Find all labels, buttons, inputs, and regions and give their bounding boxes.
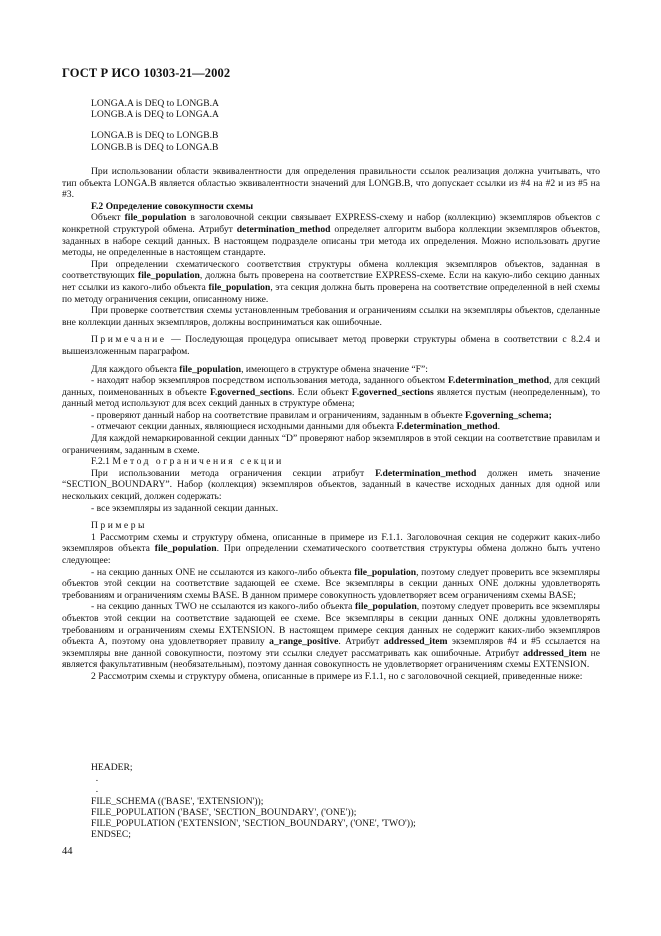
section-title: F.2 Определение совокупности схемы: [91, 200, 254, 212]
code-spacer: [91, 120, 219, 130]
document-body: [62, 166, 600, 683]
code-block-top: [91, 98, 219, 153]
example-paragraph: 2 Рассмотрим схемы и структуру обмена, описанные в примере из F.1.1, но с заголовочной секцией, приведенные ниже:: [91, 670, 583, 682]
list-item: - находят набор экземпляров посредством использования метода, заданного объектом F.determination_method, для секций данных, поименованных в объекте F.governed_sections. Если объект F.governed_sections является пустым (неопределенным), то данный метод используют для всех секций данных в структуре обмена;: [62, 375, 600, 410]
document-header: ГОСТ Р ИСО 10303-21—2002: [62, 66, 231, 80]
code-line: ENDSEC;: [91, 829, 131, 841]
code-line: LONGA.A is DEQ to LONGB.A: [91, 98, 219, 109]
code-block-bottom: [91, 762, 416, 840]
example-paragraph: - на секцию данных TWO не ссылаются из какого-либо объекта file_population, поэтому следует проверить все экземпляры объектов этой секции на соответствие задающей ее схеме. Все экземпляры в секции данных ONE должны удовлетворять требованиям и ограничениям схемы EXTENSION. В настоящем примере секция данных не содержит каких-либо экземпляров объекта A, поэтому она удовлетворяет правилу a_range_positive. Атрибут addressed_item экземпляров #4 и #5 ссылается на экземпляры вне данной совокупности, поэтому эти ссылки следует рассматривать как ошибочные. Атрибут addressed_item не является факультативным (необязательным), поэтому данная совокупность не удовлетворяет ограничениям схемы EXTENSION.: [62, 601, 601, 671]
paragraph: При определении схематического соответствия структуры обмена коллекция экземпляров объектов, заданная в соответствующих file_population, должна быть проверена на соответствие EXPRESS-схеме. Если на какую-либо секцию данных нет ссылки из какого-либо объекта file_population, эта секция должна быть проверена на соответствие определенной в ней схемы по методу ограничения секции, описанному ниже.: [62, 258, 600, 305]
examples-label: Примеры: [91, 520, 147, 532]
paragraph: При проверке соответствия схемы установленным требования и ограничениям ссылки на экземпляры объектов, сделанные вне коллекции данных экземпляров, должны восприниматься как ошибочные.: [62, 305, 600, 328]
code-line: LONGB.B is DEQ to LONGA.B: [91, 141, 219, 153]
paragraph: При использовании области эквивалентности для определения правильности ссылок реализация должна учитывать, что тип объекта LONGA.B является областью эквивалентности значений для LONGB.B, что допускает ссылки из #4 на #2 и из #5 на #3.: [62, 166, 600, 201]
code-line: FILE_POPULATION ('BASE', 'SECTION_BOUNDARY', ('ONE'));: [91, 806, 357, 818]
list-item: - проверяют данный набор на соответствие правилам и ограничениям, заданным в объекте F.governing_schema;: [91, 409, 552, 421]
note: Примечание — Последующая процедура описывает метод проверки структуры обмена в соответствии с 8.2.4 и вышеизложенным параграфом.: [62, 334, 600, 357]
paragraph: Для каждой немаркированной секции данных “D” проверяют набор экземпляров в этой секции на соответствие правилам и ограничениям, заданным в схеме.: [62, 433, 600, 456]
code-line: .: [91, 773, 99, 785]
paragraph: При использовании метода ограничения секции атрибут F.determination_method должен иметь значение “SECTION_BOUNDARY”. Набор (коллекция) экземпляров объектов, заданный в качестве исходных данных для одной или нескольких секций, должен содержать:: [62, 467, 600, 503]
code-line: HEADER;: [91, 762, 133, 773]
code-line: FILE_SCHEMA (('BASE', 'EXTENSION'));: [91, 795, 264, 807]
paragraph: Объект file_population в заголовочной секции связывает EXPRESS-схему и набор (коллекцию) экземпляров объектов с конкретной структурой обмена. Атрибут determination_method определяет алгоритм выбора коллекции экземпляров объектов, заданных в наборе секций данных. В настоящем подразделе описаны три метода их определения. Можно использовать другие методы, не определенные в настоящем стандарте.: [62, 212, 600, 259]
page-number: 44: [62, 846, 73, 857]
list-item: - отмечают секции данных, являющиеся исходными данными для объекта F.determination_method.: [91, 421, 501, 433]
code-line: FILE_POPULATION ('EXTENSION', 'SECTION_BOUNDARY', ('ONE', 'TWO'));: [91, 818, 416, 830]
example-paragraph: - на секцию данных ONE не ссылаются из какого-либо объекта file_population, поэтому следует проверить все экземпляры объектов этой секции на соответствие задающей ее схеме. Все экземпляры в секции данных ONE должны удовлетворять требованиям и ограничениям схемы BASE. В данном примере совокупность удовлетворяет всем ограничениям схемы BASE;: [62, 566, 600, 601]
code-line: .: [91, 784, 99, 796]
subsection-title: F.2.1 Метод ограничения секции: [91, 456, 284, 468]
paragraph: Для каждого объекта file_population, имеющего в структуре обмена значение “F”:: [91, 363, 428, 375]
example-paragraph: 1 Рассмотрим схемы и структуру обмена, описанные в примере из F.1.1. Заголовочная секция не содержит каких-либо экземпляров объекта file_population. При определении схематического соответствия структуры обмена должно быть учтено следующее:: [62, 531, 600, 566]
code-line: LONGB.A is DEQ to LONGA.A: [91, 109, 219, 121]
list-item: - все экземпляры из заданной секции данных.: [91, 502, 279, 514]
code-line: LONGA.B is DEQ to LONGB.B: [91, 130, 219, 142]
